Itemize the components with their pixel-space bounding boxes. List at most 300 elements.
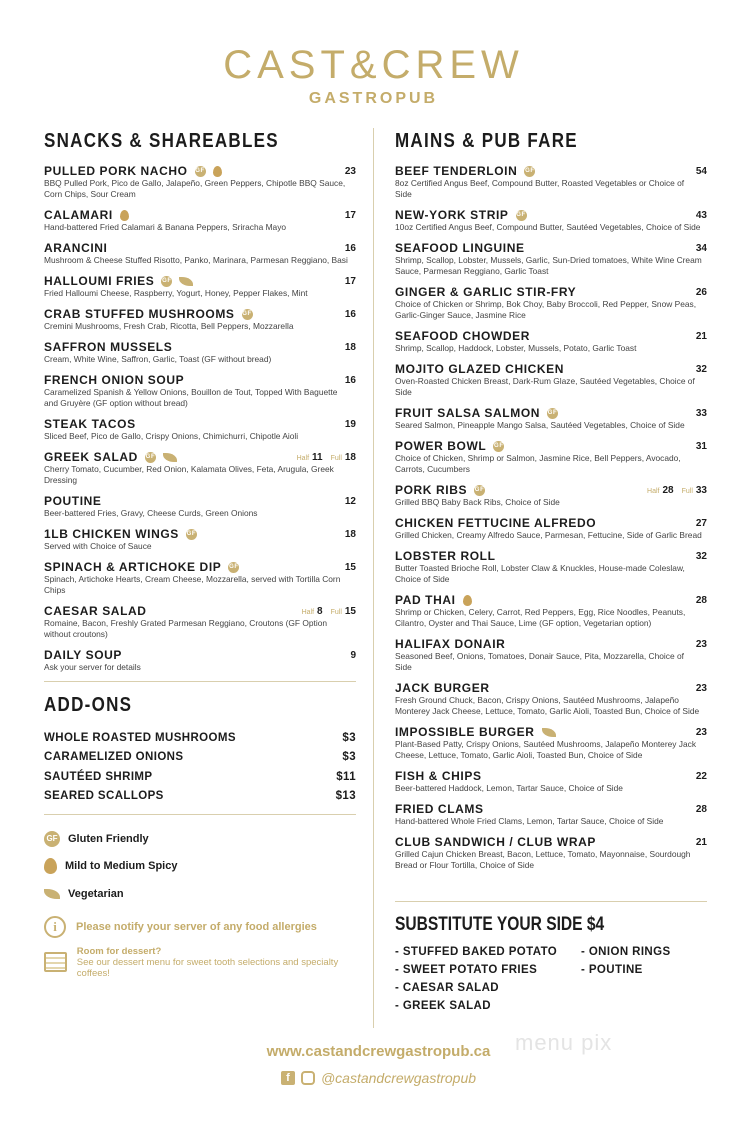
item-header xyxy=(44,208,356,222)
item-name: PAD THAI xyxy=(395,593,456,607)
item-description: Fresh Ground Chuck, Bacon, Crispy Onions, Sautéed Mushrooms, Jalapeño Monterey Jack Cheese, Lettuce, Tomato, Garlic Aioli, Toasted Bun, Choice of Side xyxy=(395,695,700,716)
item-name-wrap xyxy=(395,516,596,530)
snacks-heading: SNACKS & SHAREABLES xyxy=(44,130,279,152)
item-header xyxy=(395,208,707,222)
item-description: 8oz Certified Angus Beef, Compound Butter, Roasted Vegetables or Choice of Side xyxy=(395,178,685,199)
item-description: Mushroom & Cheese Stuffed Risotto, Panko, Marinara, Parmesan Reggiano, Basi xyxy=(44,255,348,265)
item-name: HALLOUMI FRIES xyxy=(44,274,155,288)
half-label: Half xyxy=(296,454,310,462)
item-description: Grilled BBQ Baby Back Ribs, Choice of Side xyxy=(395,497,560,507)
allergy-note xyxy=(44,916,356,938)
price-value: 15 xyxy=(344,605,356,617)
item-name-wrap xyxy=(44,527,197,541)
item-description: Beer-battered Fries, Gravy, Cheese Curds, Green Onions xyxy=(44,508,258,518)
column-divider xyxy=(373,128,374,1028)
item-name: JACK BURGER xyxy=(395,681,490,695)
item-header xyxy=(44,450,356,464)
price-value: 27 xyxy=(695,517,707,529)
item-price xyxy=(696,595,707,606)
spicy-flame-icon xyxy=(120,210,129,221)
addon-price: $3 xyxy=(342,731,356,744)
item-name: STEAK TACOS xyxy=(44,417,136,431)
addons-list xyxy=(44,728,356,806)
website-link[interactable]: www.castandcrewgastropub.ca xyxy=(266,1043,491,1060)
item-name-wrap xyxy=(395,769,482,783)
item-name: GREEK SALAD xyxy=(44,450,138,464)
price-value: 23 xyxy=(695,726,707,738)
divider xyxy=(44,681,356,682)
side-option: - POUTINE xyxy=(581,964,643,976)
addon-name: SAUTÉED SHRIMP xyxy=(44,770,153,783)
vegetarian-leaf-icon xyxy=(542,728,556,737)
right-column xyxy=(395,128,707,1012)
item-header xyxy=(395,285,707,299)
legend-label: Vegetarian xyxy=(68,887,124,900)
social-handle[interactable]: @castandcrewgastropub xyxy=(320,1070,477,1086)
legend-gf xyxy=(44,825,356,853)
side-option: - ONION RINGS xyxy=(581,946,671,958)
item-description: Plant-Based Patty, Crispy Onions, Sautéed Mushrooms, Jalapeño Monterey Jack Cheese, Lettuce, Tomato, Garlic Aioli, Toasted Bun, Choice of Side xyxy=(395,739,697,760)
gluten-friendly-icon: GF xyxy=(195,166,206,177)
addons-heading: ADD-ONS xyxy=(44,694,133,716)
item-description: Spinach, Artichoke Hearts, Cream Cheese, Mozzarella, served with Tortilla Corn Chips xyxy=(44,574,341,595)
item-name-wrap xyxy=(44,560,239,574)
item-description: Butter Toasted Brioche Roll, Lobster Claw & Knuckles, House-made Coleslaw, Choice of Side xyxy=(395,563,685,584)
price-value: 32 xyxy=(695,550,707,562)
item-name-wrap xyxy=(44,417,136,431)
watermark: menu pix xyxy=(515,1030,613,1055)
half-price: 11 xyxy=(312,451,323,463)
gluten-friendly-icon: GF xyxy=(44,831,60,847)
item-price xyxy=(345,375,356,386)
item-description: Hand-battered Fried Calamari & Banana Peppers, Sriracha Mayo xyxy=(44,222,287,232)
price-value: 16 xyxy=(344,374,356,386)
info-icon: i xyxy=(44,916,66,938)
price-value: 17 xyxy=(344,209,356,221)
price-value: 33 xyxy=(695,484,707,496)
item-name-wrap xyxy=(395,406,558,420)
item-name: CHICKEN FETTUCINE ALFREDO xyxy=(395,516,597,530)
vegetarian-leaf-icon xyxy=(179,277,193,286)
price-value: 9 xyxy=(350,649,356,661)
addon-item xyxy=(44,787,356,807)
item-header xyxy=(395,593,707,607)
addon-price: $13 xyxy=(335,790,356,803)
side-option: - STUFFED BAKED POTATO xyxy=(395,946,558,958)
price-value: 34 xyxy=(695,242,707,254)
item-description: Beer-battered Haddock, Lemon, Tartar Sauce, Choice of Side xyxy=(395,783,623,793)
item-name-wrap xyxy=(44,164,222,178)
brand-title: CAST&CREW xyxy=(223,43,524,87)
price-value: 18 xyxy=(344,341,356,353)
item-header xyxy=(395,439,707,453)
item-name-wrap xyxy=(395,241,525,255)
gluten-friendly-icon: GF xyxy=(516,210,527,221)
item-name-wrap xyxy=(395,637,505,651)
item-name: HALIFAX DONAIR xyxy=(395,637,506,651)
side-option xyxy=(581,982,707,994)
item-header xyxy=(44,274,356,288)
item-header xyxy=(395,549,707,563)
item-price xyxy=(696,210,707,221)
item-price xyxy=(696,287,707,298)
item-header xyxy=(395,835,707,849)
item-description: Shrimp, Scallop, Haddock, Lobster, Mussels, Potato, Garlic Toast xyxy=(395,343,637,353)
price-value: 22 xyxy=(695,770,707,782)
spicy-flame-icon xyxy=(213,166,222,177)
menu-item xyxy=(44,450,356,486)
item-name-wrap xyxy=(44,241,107,255)
item-description: Caramelized Spanish & Yellow Onions, Bouillon de Tout, Topped With Baguette and Gruyère (GF option without bread) xyxy=(44,387,338,408)
item-description: 10oz Certified Angus Beef, Compound Butter, Sautéed Vegetables, Choice of Side xyxy=(395,222,701,232)
menu-item xyxy=(44,648,356,673)
item-name: ARANCINI xyxy=(44,241,108,255)
item-header xyxy=(44,494,356,508)
item-header xyxy=(395,637,707,651)
price-value: 23 xyxy=(695,638,707,650)
price-value: 15 xyxy=(344,561,356,573)
item-header xyxy=(44,164,356,178)
item-name: SEAFOOD LINGUINE xyxy=(395,241,525,255)
item-name-wrap xyxy=(44,340,172,354)
item-name: SAFFRON MUSSELS xyxy=(44,340,173,354)
item-price xyxy=(345,419,356,430)
addon-name: SEARED SCALLOPS xyxy=(44,790,164,803)
item-header xyxy=(44,527,356,541)
item-header xyxy=(44,417,356,431)
menu-item xyxy=(44,417,356,442)
item-price xyxy=(345,562,356,573)
item-name-wrap xyxy=(395,362,564,376)
item-description: Romaine, Bacon, Freshly Grated Parmesan Reggiano, Croutons (GF Option without croutons) xyxy=(44,618,328,639)
item-description: Cherry Tomato, Cucumber, Red Onion, Kalamata Olives, Feta, Arugula, Greek Dressing xyxy=(44,464,334,485)
side-option: - GREEK SALAD xyxy=(395,1000,491,1012)
item-header xyxy=(395,769,707,783)
item-name-wrap xyxy=(44,274,193,288)
side-option xyxy=(581,1000,707,1012)
item-description: Served with Choice of Sauce xyxy=(44,541,152,551)
dessert-title: Room for dessert? xyxy=(76,945,162,957)
gluten-friendly-icon: GF xyxy=(242,309,253,320)
price-value: 26 xyxy=(695,286,707,298)
price-value: 54 xyxy=(695,165,707,177)
full-label: Full xyxy=(330,454,342,462)
menu-item xyxy=(44,340,356,365)
item-name-wrap xyxy=(395,835,596,849)
item-name: FRENCH ONION SOUP xyxy=(44,373,185,387)
item-name: PORK RIBS xyxy=(395,483,468,497)
item-name: LOBSTER ROLL xyxy=(395,549,496,563)
item-description: Grilled Cajun Chicken Breast, Bacon, Lettuce, Tomato, Mayonnaise, Sourdough Bread or Flour Tortilla, Choice of Side xyxy=(395,849,691,870)
item-price xyxy=(350,650,356,661)
item-header xyxy=(44,241,356,255)
item-name-wrap xyxy=(44,494,102,508)
price-value: 23 xyxy=(344,165,356,177)
side-option: - CAESAR SALAD xyxy=(395,982,499,994)
dessert-note xyxy=(44,946,356,979)
item-price xyxy=(696,639,707,650)
social-links xyxy=(0,1070,747,1086)
menu-item xyxy=(44,560,356,596)
item-description: Hand-battered Whole Fried Clams, Lemon, Tartar Sauce, Choice of Side xyxy=(395,816,664,826)
menu-item xyxy=(395,593,707,629)
item-description: Seasoned Beef, Onions, Tomatoes, Donair Sauce, Pita, Mozzarella, Choice of Side xyxy=(395,651,684,672)
menu-item xyxy=(395,637,707,673)
price-value: 18 xyxy=(344,528,356,540)
menu-item xyxy=(44,527,356,552)
item-name-wrap xyxy=(395,208,527,222)
item-price xyxy=(696,243,707,254)
item-price xyxy=(696,408,707,419)
item-name: CRAB STUFFED MUSHROOMS xyxy=(44,307,235,321)
menu-item xyxy=(44,208,356,233)
legend-veg xyxy=(44,880,356,908)
item-price xyxy=(696,364,707,375)
item-price xyxy=(345,276,356,287)
item-name: GINGER & GARLIC STIR-FRY xyxy=(395,285,577,299)
full-label: Full xyxy=(681,487,693,495)
item-price xyxy=(696,771,707,782)
price-value: 19 xyxy=(344,418,356,430)
vegetarian-leaf-icon xyxy=(44,889,60,899)
item-name-wrap xyxy=(395,285,576,299)
gluten-friendly-icon: GF xyxy=(161,276,172,287)
item-name: CAESAR SALAD xyxy=(44,604,147,618)
item-header xyxy=(395,483,707,497)
item-header xyxy=(44,604,356,618)
item-name: CALAMARI xyxy=(44,208,113,222)
item-name: SEAFOOD CHOWDER xyxy=(395,329,530,343)
item-header xyxy=(44,560,356,574)
item-name: FRIED CLAMS xyxy=(395,802,484,816)
instagram-icon[interactable] xyxy=(301,1071,315,1085)
menu-item xyxy=(44,241,356,266)
gluten-friendly-icon: GF xyxy=(474,485,485,496)
price-value: 16 xyxy=(344,308,356,320)
item-price xyxy=(297,606,356,617)
brand-header xyxy=(0,44,747,108)
addon-item xyxy=(44,748,356,768)
item-description: Ask your server for details xyxy=(44,662,141,672)
item-description: Cremini Mushrooms, Fresh Crab, Ricotta, Bell Peppers, Mozzarella xyxy=(44,321,294,331)
price-value: 21 xyxy=(695,330,707,342)
mains-heading: MAINS & PUB FARE xyxy=(395,130,578,152)
menu-item xyxy=(44,604,356,640)
addon-price: $11 xyxy=(336,770,356,783)
price-value: 16 xyxy=(344,242,356,254)
item-name: POWER BOWL xyxy=(395,439,487,453)
item-name-wrap xyxy=(395,549,496,563)
item-description: Sliced Beef, Pico de Gallo, Crispy Onions, Chimichurri, Chipotle Aioli xyxy=(44,431,299,441)
item-price xyxy=(345,342,356,353)
item-description: Cream, White Wine, Saffron, Garlic, Toast (GF without bread) xyxy=(44,354,272,364)
price-value: 17 xyxy=(344,275,356,287)
addon-name: WHOLE ROASTED MUSHROOMS xyxy=(44,731,236,744)
half-price: 28 xyxy=(662,484,674,496)
item-name: 1LB CHICKEN WINGS xyxy=(44,527,179,541)
price-value: 43 xyxy=(695,209,707,221)
half-price: 8 xyxy=(317,605,323,617)
menu-item xyxy=(395,681,707,717)
item-name-wrap xyxy=(395,329,530,343)
item-name: POUTINE xyxy=(44,494,102,508)
price-value: 31 xyxy=(695,440,707,452)
item-header xyxy=(395,164,707,178)
menu-item xyxy=(395,362,707,398)
menu-item xyxy=(395,802,707,827)
price-value: 28 xyxy=(695,594,707,606)
item-header xyxy=(395,516,707,530)
item-header xyxy=(395,362,707,376)
item-price xyxy=(642,485,707,496)
price-value: 12 xyxy=(344,495,356,507)
menu-item xyxy=(44,164,356,200)
item-price xyxy=(345,210,356,221)
side-option: - SWEET POTATO FRIES xyxy=(395,964,538,976)
menu-item xyxy=(395,835,707,871)
item-description: Choice of Chicken or Shrimp, Bok Choy, Baby Broccoli, Red Pepper, Snow Peas, Garlic-Ginger Sauce, Jasmine Rice xyxy=(395,299,697,320)
item-header xyxy=(395,802,707,816)
item-name: FRUIT SALSA SALMON xyxy=(395,406,541,420)
gluten-friendly-icon: GF xyxy=(524,166,535,177)
menu-item xyxy=(395,725,707,761)
item-name-wrap xyxy=(395,439,504,453)
allergy-text: Please notify your server of any food allergies xyxy=(76,920,317,933)
item-header xyxy=(395,241,707,255)
item-price xyxy=(345,529,356,540)
menu-item xyxy=(395,439,707,475)
item-name: BEEF TENDERLOIN xyxy=(395,164,518,178)
dessert-text: See our dessert menu for sweet tooth selections and specialty coffees! xyxy=(76,956,339,979)
item-description: Oven-Roasted Chicken Breast, Dark-Rum Glaze, Sautéed Vegetables, Choice of Side xyxy=(395,376,695,397)
item-price xyxy=(696,683,707,694)
item-description: Choice of Chicken, Shrimp or Salmon, Jasmine Rice, Bell Peppers, Avocado, Carrots, Cucumbers xyxy=(395,453,681,474)
item-name-wrap xyxy=(44,450,177,464)
addon-item xyxy=(44,767,356,787)
snacks-list xyxy=(44,164,356,673)
spicy-flame-icon xyxy=(463,595,472,606)
item-price xyxy=(345,309,356,320)
item-name-wrap xyxy=(395,483,485,497)
item-description: Shrimp, Scallop, Lobster, Mussels, Garlic, Sun-Dried tomatoes, White Wine Cream Sauce, Parmesan Reggiano, Garlic Toast xyxy=(395,255,702,276)
gluten-friendly-icon: GF xyxy=(493,441,504,452)
item-name-wrap xyxy=(395,681,490,695)
legend-label: Gluten Friendly xyxy=(68,832,149,845)
item-name: PULLED PORK NACHO xyxy=(44,164,188,178)
item-name-wrap xyxy=(395,164,535,178)
price-value: 18 xyxy=(344,451,356,463)
half-label: Half xyxy=(301,608,315,616)
item-name-wrap xyxy=(395,802,484,816)
gluten-friendly-icon: GF xyxy=(228,562,239,573)
menu-item xyxy=(395,406,707,431)
item-description: BBQ Pulled Pork, Pico de Gallo, Jalapeño, Green Peppers, Chipotle BBQ Sauce, Corn Chips, Sour Cream xyxy=(44,178,346,199)
item-name: NEW-YORK STRIP xyxy=(395,208,509,222)
gluten-friendly-icon: GF xyxy=(547,408,558,419)
item-header xyxy=(44,648,356,662)
menu-item xyxy=(395,164,707,200)
brand-subtitle: GASTROPUB xyxy=(308,90,439,107)
item-name-wrap xyxy=(44,648,122,662)
item-description: Fried Halloumi Cheese, Raspberry, Yogurt, Honey, Pepper Flakes, Mint xyxy=(44,288,308,298)
price-value: 28 xyxy=(695,803,707,815)
item-description: Grilled Chicken, Creamy Alfredo Sauce, Parmesan, Fettucine, Side of Garlic Bread xyxy=(395,530,702,540)
menu-item xyxy=(395,516,707,541)
addon-name: CARAMELIZED ONIONS xyxy=(44,751,184,764)
mains-list xyxy=(395,164,707,871)
item-price xyxy=(292,452,356,463)
addon-item xyxy=(44,728,356,748)
menu-item xyxy=(395,769,707,794)
menu-item xyxy=(44,274,356,299)
legend-label: Mild to Medium Spicy xyxy=(65,860,178,873)
price-value: 32 xyxy=(695,363,707,375)
item-price xyxy=(696,441,707,452)
item-name-wrap xyxy=(44,208,129,222)
price-value: 33 xyxy=(695,407,707,419)
menu-item xyxy=(44,307,356,332)
sides-heading: SUBSTITUTE YOUR SIDE $4 xyxy=(395,914,605,935)
gluten-friendly-icon: GF xyxy=(145,452,156,463)
item-name: FISH & CHIPS xyxy=(395,769,482,783)
item-price xyxy=(696,804,707,815)
divider xyxy=(44,814,356,815)
footer xyxy=(0,1043,747,1086)
sides-list xyxy=(395,946,707,1012)
item-header xyxy=(44,340,356,354)
menu-item xyxy=(395,285,707,321)
gluten-friendly-icon: GF xyxy=(186,529,197,540)
item-header xyxy=(395,329,707,343)
menu-item xyxy=(44,373,356,409)
item-price xyxy=(345,496,356,507)
item-name-wrap xyxy=(44,604,147,618)
facebook-icon[interactable]: f xyxy=(281,1071,295,1085)
item-description: Shrimp or Chicken, Celery, Carrot, Red Peppers, Egg, Rice Noodles, Peanuts, Cilantro, Oyster and Thai Sauce, Lime (GF option, Vegetarian option) xyxy=(395,607,686,628)
menu-item xyxy=(395,208,707,233)
substitute-side-section xyxy=(395,901,707,1012)
item-name: SPINACH & ARTICHOKE DIP xyxy=(44,560,222,574)
menu-item xyxy=(395,241,707,277)
price-value: 23 xyxy=(695,682,707,694)
item-name: MOJITO GLAZED CHICKEN xyxy=(395,362,565,376)
price-value: 21 xyxy=(695,836,707,848)
item-header xyxy=(395,406,707,420)
item-price xyxy=(696,727,707,738)
menu-item xyxy=(395,483,707,508)
half-label: Half xyxy=(647,487,660,495)
item-name-wrap xyxy=(395,725,556,739)
item-header xyxy=(44,373,356,387)
addon-price: $3 xyxy=(342,751,356,764)
cake-icon xyxy=(44,952,67,972)
item-name-wrap xyxy=(395,593,472,607)
item-price xyxy=(696,166,707,177)
menu-item xyxy=(44,494,356,519)
item-price xyxy=(696,837,707,848)
item-name-wrap xyxy=(44,307,253,321)
item-price xyxy=(345,166,356,177)
item-price xyxy=(696,551,707,562)
item-header xyxy=(44,307,356,321)
vegetarian-leaf-icon xyxy=(163,453,177,462)
item-price xyxy=(696,518,707,529)
item-header xyxy=(395,681,707,695)
spicy-flame-icon xyxy=(44,858,57,874)
item-price xyxy=(345,243,356,254)
item-name: CLUB SANDWICH / CLUB WRAP xyxy=(395,835,596,849)
menu-item xyxy=(395,329,707,354)
